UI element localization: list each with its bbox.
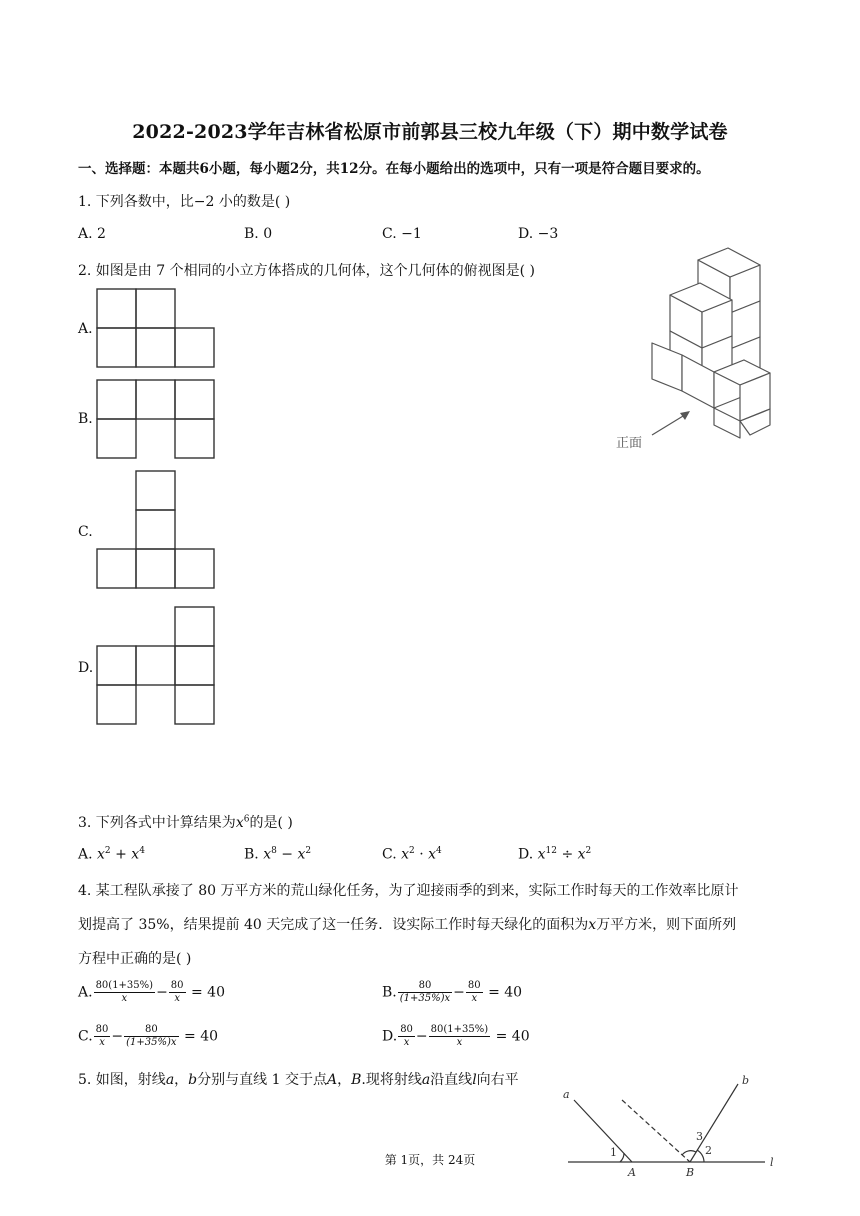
q2-option-b-figure bbox=[96, 379, 216, 459]
question-4-line-3: 方程中正确的是( ) bbox=[78, 951, 192, 967]
q2-option-b-label: B. bbox=[78, 411, 93, 427]
front-label: 正面 bbox=[616, 436, 643, 451]
q4-option-a: A. $\frac{80(1+35\%)}{x}$ − $\frac{80}{x}$ = 40 bbox=[78, 980, 225, 1004]
q4-option-d: D. $\frac{80}{x}$ − $\frac{80(1+35\%)}{x}$ = 40 bbox=[382, 1024, 530, 1048]
q3-option-c: C. $x^2 \cdot x^4$ bbox=[382, 846, 442, 863]
q3-option-a: A. $x^2 + x^4$ bbox=[78, 846, 145, 863]
svg-text:A: A bbox=[628, 1166, 636, 1179]
svg-text:l: l bbox=[770, 1156, 774, 1169]
svg-text:b: b bbox=[742, 1074, 750, 1087]
q1-option-a: A. 2 bbox=[78, 226, 106, 242]
svg-text:2: 2 bbox=[705, 1144, 712, 1157]
question-1-stem: 1. 下列各数中，比−2 小的数是( ) bbox=[78, 194, 291, 210]
q2-option-c-figure bbox=[96, 470, 216, 590]
q1-option-b: B. 0 bbox=[244, 226, 273, 242]
page-title: 2022-2023学年吉林省松原市前郭县三校九年级（下）期中数学试卷 bbox=[132, 121, 728, 143]
q4-option-b: B. $\frac{80}{(1+35\%)x}$ − $\frac{80}{x}$ = 40 bbox=[382, 980, 523, 1004]
question-5-stem: 5. 如图，射线a，b分别与直线 1 交于点A，B.现将射线a沿直线l向右平 bbox=[78, 1072, 519, 1088]
q3-option-b: B. $x^8 - x^2$ bbox=[244, 846, 312, 863]
q2-option-a-label: A. bbox=[78, 321, 93, 337]
q2-option-d-label: D. bbox=[78, 660, 94, 676]
question-4-line-2: 划提高了 35%，结果提前 40 天完成了这一任务．设实际工作时每天绿化的面积为x万平方米，则下面所列 bbox=[78, 917, 737, 933]
q2-option-a-figure bbox=[96, 288, 216, 368]
q2-solid-figure bbox=[610, 255, 780, 455]
svg-text:a: a bbox=[563, 1088, 570, 1101]
q1-option-c: C. −1 bbox=[382, 226, 422, 242]
page-footer: 第 1页，共 24页 bbox=[384, 1153, 476, 1167]
q2-option-c-label: C. bbox=[78, 524, 93, 540]
question-3-stem: 3. 下列各式中计算结果为$x^6$的是( ) bbox=[78, 814, 293, 831]
question-2-stem: 2. 如图是由 7 个相同的小立方体搭成的几何体，这个几何体的俯视图是( ) bbox=[78, 263, 535, 279]
svg-text:1: 1 bbox=[610, 1146, 617, 1159]
svg-text:3: 3 bbox=[696, 1130, 703, 1143]
q4-option-c: C. $\frac{80}{x}$ − $\frac{80}{(1+35\%)x}$ = 40 bbox=[78, 1024, 219, 1048]
q2-option-d-figure bbox=[96, 606, 216, 726]
question-4-line-1: 4. 某工程队承接了 80 万平方米的荒山绿化任务，为了迎接雨季的到来，实际工作时每天的工作效率比原计 bbox=[78, 883, 739, 899]
q1-option-d: D. −3 bbox=[518, 226, 559, 242]
svg-text:B: B bbox=[686, 1166, 695, 1179]
section-heading: 一、选择题：本题共6小题，每小题2分，共12分。在每小题给出的选项中，只有一项是符合题目要求的。 bbox=[78, 161, 710, 177]
q3-option-d: D. $x^{12} \div x^2$ bbox=[518, 846, 592, 863]
